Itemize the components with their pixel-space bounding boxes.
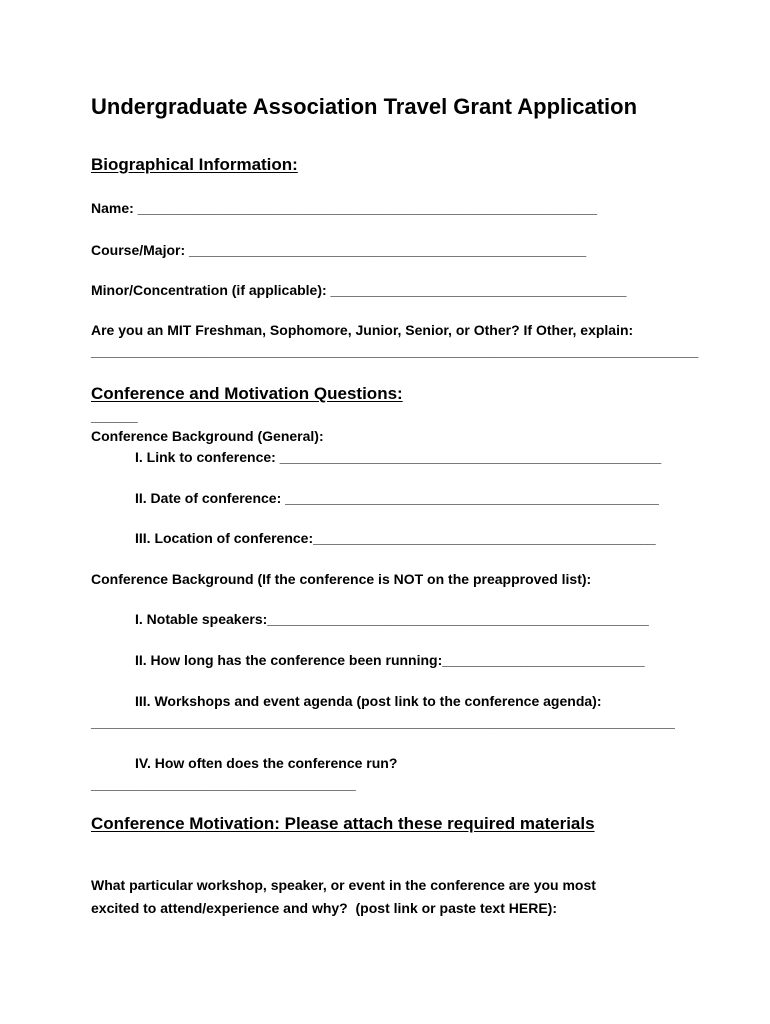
- section-heading-motivation: Conference Motivation: Please attach these required materials: [91, 814, 595, 833]
- class-year-answer-field[interactable]: ______________________________________________________________________________: [91, 343, 699, 359]
- workshops-agenda-question: III. Workshops and event agenda (post link to the conference agenda):: [135, 693, 602, 709]
- section-heading-conference: Conference and Motivation Questions:: [91, 384, 403, 403]
- minor-concentration-field[interactable]: Minor/Concentration (if applicable): ______________________________________: [91, 282, 627, 298]
- conference-frequency-question: IV. How often does the conference run?: [135, 755, 398, 771]
- conference-running-length-field[interactable]: II. How long has the conference been running:__________________________: [135, 652, 645, 668]
- conference-location-field[interactable]: III. Location of conference:____________________________________________: [135, 530, 656, 546]
- workshops-agenda-answer-field[interactable]: ___________________________________________________________________________: [91, 714, 675, 730]
- conference-frequency-answer-field[interactable]: __________________________________: [91, 776, 356, 792]
- section-heading-biographical: Biographical Information:: [91, 155, 298, 174]
- conference-general-heading: Conference Background (General):: [91, 428, 324, 444]
- name-field[interactable]: Name: ___________________________________________________________: [91, 200, 598, 216]
- motivation-question-line-2: excited to attend/experience and why? (post link or paste text HERE):: [91, 900, 557, 916]
- class-year-question: Are you an MIT Freshman, Sophomore, Junior, Senior, or Other? If Other, explain:: [91, 322, 634, 338]
- conference-heading-blank: ______: [91, 408, 138, 424]
- course-major-field[interactable]: Course/Major: ___________________________________________________: [91, 242, 587, 258]
- page-title: Undergraduate Association Travel Grant Application: [91, 94, 638, 119]
- motivation-question-line-1: What particular workshop, speaker, or event in the conference are you most: [91, 877, 596, 893]
- notable-speakers-field[interactable]: I. Notable speakers:_________________________________________________: [135, 611, 649, 627]
- conference-link-field[interactable]: I. Link to conference: _________________________________________________: [135, 449, 662, 465]
- conference-date-field[interactable]: II. Date of conference: ________________________________________________: [135, 490, 659, 506]
- conference-notlisted-heading: Conference Background (If the conference is NOT on the preapproved list):: [91, 571, 592, 587]
